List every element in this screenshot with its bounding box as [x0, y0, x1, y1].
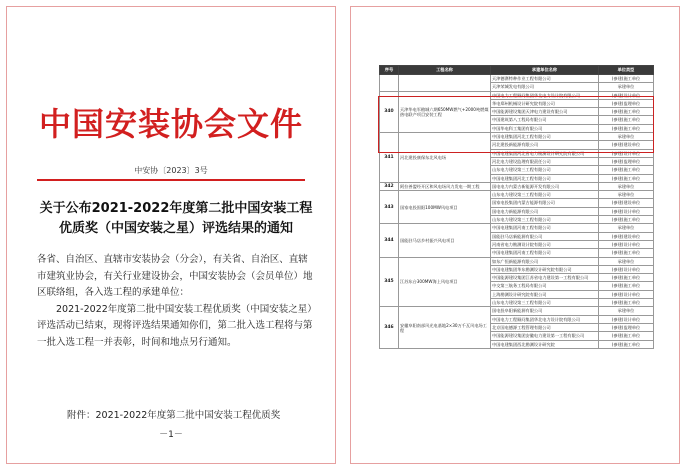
row-company: 中国电建集团西北勘测设计研究院 — [491, 340, 599, 348]
row-company: 山东电力建设第三工程有限公司 — [491, 166, 599, 174]
row-seq: 345 — [380, 257, 399, 307]
row-unit-type: (参建)设计单位 — [599, 265, 654, 273]
row-seq: 346 — [380, 307, 399, 348]
row-company: 上海勘测设计研究院有限公司 — [491, 290, 599, 298]
row-company: 河北建投新能源有限公司 — [491, 141, 599, 149]
col-header-type: 单位类型 — [599, 66, 654, 75]
row-unit-type: 承建单位 — [599, 133, 654, 141]
row-seq: 343 — [380, 191, 399, 224]
row-company: 国能驻马店新能源有限公司 — [491, 232, 599, 240]
row-project-name: 安徽阜阳南部风光电基地2×30万千瓦风电场工程 — [399, 307, 491, 348]
notice-page — [6, 6, 336, 464]
row-unit-type: (参建)设计单位 — [599, 315, 654, 323]
letterhead: 中国安装协会文件 — [38, 105, 303, 143]
row-company: 中国电建集团河南工程有限公司 — [491, 249, 599, 257]
row-unit-type: (参建)施工单位 — [599, 274, 654, 282]
row-company: 中国电建集团河北工程有限公司 — [491, 174, 599, 182]
row-unit-type: (参建)施工单位 — [599, 216, 654, 224]
document-number: 中安协〔2023〕3号 — [134, 166, 208, 175]
table-row — [380, 75, 654, 83]
table-row — [380, 224, 654, 232]
award-list-page — [350, 6, 680, 464]
row-seq — [380, 75, 399, 92]
row-seq: 340 — [380, 91, 399, 132]
row-project-name: 阿拉善盟经开区和风电场风力发电一期工程 — [399, 182, 491, 190]
row-seq: 342 — [380, 182, 399, 190]
row-seq: 341 — [380, 133, 399, 183]
row-company: 中国电建集团河南工程有限公司 — [491, 224, 599, 232]
row-company: 中国能源建设集团江苏省电力建设第一工程有限公司 — [491, 274, 599, 282]
col-header-project: 工程名称 — [399, 66, 491, 75]
notice-body — [37, 252, 313, 351]
row-unit-type: (参建)施工单位 — [599, 174, 654, 182]
table-row — [380, 307, 654, 315]
row-company: 中国电力工程顾问集团华北电力设计院有限公司 — [491, 315, 599, 323]
row-unit-type: (参建)设计单位 — [599, 290, 654, 298]
notice-paragraph: 2021-2022年度第二批中国安装工程优质奖（中国安装之星）评选活动已结束，现将评选结果通知你们，第二批入选工程将与第一批入选工程一并表彰，时间和地点另行通知。 — [37, 303, 313, 348]
row-company: 国电投阜阳新能源有限公司 — [491, 307, 599, 315]
row-project-name: 国家电投固阳100MW风电项目 — [399, 191, 491, 224]
row-company: 北京国电德源工程管理有限公司 — [491, 323, 599, 331]
row-company: 中国电建集团河北省电力勘测设计研究院有限公司 — [491, 149, 599, 157]
row-company: 中国能源建设集团天津电力建设有限公司 — [491, 108, 599, 116]
row-company: 中国电力工程顾问集团华北电力设计院有限公司 — [491, 91, 599, 99]
row-company: 河北电力建设监理有限责任公司 — [491, 157, 599, 165]
letterhead-divider — [37, 179, 305, 181]
row-company: 天津荣城发电有限公司 — [491, 83, 599, 91]
row-unit-type: (参建)监理单位 — [599, 157, 654, 165]
row-unit-type: (参建)施工单位 — [599, 282, 654, 290]
row-company: 如东广恒新能源有限公司 — [491, 257, 599, 265]
row-company: 中国电建集团华东勘测设计研究院有限公司 — [491, 265, 599, 273]
row-unit-type: (参建)施工单位 — [599, 249, 654, 257]
row-unit-type: (参建)施工单位 — [599, 116, 654, 124]
row-unit-type: (参建)设计单位 — [599, 91, 654, 99]
row-company: 国电电力新能源有限公司 — [491, 207, 599, 215]
table-row — [380, 191, 654, 199]
row-unit-type: 承建单位 — [599, 307, 654, 315]
table-row — [380, 257, 654, 265]
row-unit-type: 承建单位 — [599, 257, 654, 265]
row-unit-type: (参建)设计单位 — [599, 149, 654, 157]
row-unit-type: (参建)建设单位 — [599, 141, 654, 149]
col-header-seq: 序号 — [380, 66, 399, 75]
row-unit-type: 承建单位 — [599, 224, 654, 232]
row-unit-type: (参建)施工单位 — [599, 299, 654, 307]
col-header-company: 承建单位名称 — [491, 66, 599, 75]
row-unit-type: (参建)施工单位 — [599, 108, 654, 116]
row-company: 山东电力建设第三工程有限公司 — [491, 191, 599, 199]
row-unit-type: (参建)建设单位 — [599, 232, 654, 240]
row-company: 中国建筑第八工程局有限公司 — [491, 116, 599, 124]
row-project-name: 天津华电军粮城六期650MW燃气+2000吨燃煤热电联产项目安装工程 — [399, 91, 491, 132]
notice-paragraph: 各省、自治区、直辖市安装协会（分会），有关省、自治区、直辖市建筑业协会，有关行业建设协会，中国安装协会（会员单位）地区联络组，各入选工程的承建单位： — [37, 254, 313, 298]
row-project-name — [399, 75, 491, 92]
notice-title: 关于公布2021-2022年度第二批中国安装工程优质奖（中国安装之星）评选结果的通知 — [39, 201, 313, 236]
row-company: 国家电投集团内蒙古能源有限公司 — [491, 199, 599, 207]
row-unit-type: 承建单位 — [599, 182, 654, 190]
row-unit-type: (参建)监理单位 — [599, 99, 654, 107]
row-unit-type: (参建)施工单位 — [599, 332, 654, 340]
row-unit-type: (参建)施工单位 — [599, 124, 654, 132]
row-unit-type: 承建单位 — [599, 83, 654, 91]
row-unit-type: (参建)施工单位 — [599, 75, 654, 83]
attachment-line: 附件：2021-2022年度第二批中国安装工程优质奖 — [67, 410, 281, 421]
row-project-name: 国能驻马店乡村振兴风电项目 — [399, 224, 491, 257]
row-project-name: 江苏东台300MW海上风电项目 — [399, 257, 491, 307]
row-unit-type: (参建)监理单位 — [599, 323, 654, 331]
row-company: 山东电力建设第三工程有限公司 — [491, 299, 599, 307]
row-project-name: 河北建投康保东北风电场 — [399, 133, 491, 183]
row-unit-type: 承建单位 — [599, 191, 654, 199]
table-row — [380, 182, 654, 190]
row-company: 中国电建集团河北工程有限公司 — [491, 133, 599, 141]
highlight-box — [378, 96, 654, 153]
row-company: 中国华电科工集团有限公司 — [491, 124, 599, 132]
row-company: 中国能源建设集团安徽电力建设第一工程有限公司 — [491, 332, 599, 340]
row-unit-type: (参建)建设单位 — [599, 199, 654, 207]
table-header-row — [380, 66, 654, 75]
row-unit-type: (参建)施工单位 — [599, 166, 654, 174]
page-number: －1－ — [159, 430, 183, 440]
row-unit-type: (参建)设计单位 — [599, 240, 654, 248]
row-company: 天津德赛特种作业工程有限公司 — [491, 75, 599, 83]
row-company: 中交第三航务工程局有限公司 — [491, 282, 599, 290]
row-company: 山东电力建设第三工程有限公司 — [491, 216, 599, 224]
row-seq: 344 — [380, 224, 399, 257]
row-unit-type: (参建)设计单位 — [599, 207, 654, 215]
row-unit-type: (参建)施工单位 — [599, 340, 654, 348]
row-company: 国电电力内蒙古新能源开发有限公司 — [491, 182, 599, 190]
row-company: 河南省电力勘测设计院有限公司 — [491, 240, 599, 248]
row-company: 华电郑州机械设计研究院有限公司 — [491, 99, 599, 107]
